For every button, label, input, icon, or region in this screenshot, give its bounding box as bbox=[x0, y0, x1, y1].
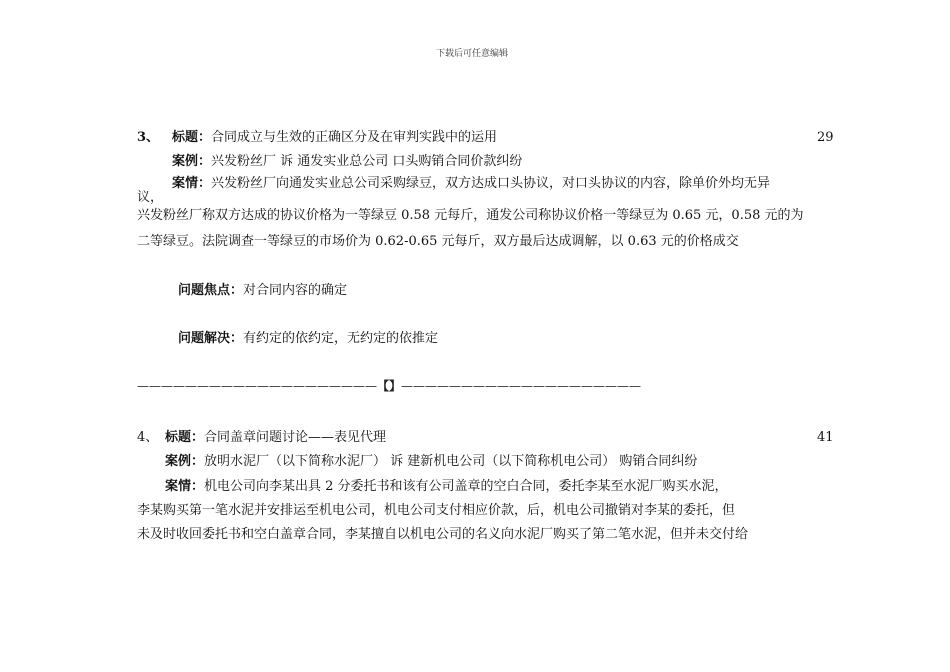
separator-left: ———————————————————— bbox=[137, 379, 377, 393]
case3-facts-line3: 二等绿豆。法院调查一等绿豆的市场价为 0.62-0.65 元每斤，双方最后达成调解，以 0.63 元的价格成交 bbox=[137, 234, 739, 249]
case4-facts-line1: 机电公司向李某出具 2 分委托书和该有公司盖章的空白合同，委托李某至水泥厂购买水泥， bbox=[204, 479, 728, 494]
case3-case-label: 案例： bbox=[172, 154, 212, 169]
case3-solution-label: 问题解决： bbox=[178, 331, 244, 346]
case4-facts-line3: 未及时收回委托书和空白盖章合同，李某擅自以机电公司的名义向水泥厂购买了第二笔水泥，但并未交付给 bbox=[137, 527, 749, 542]
case3-facts-label: 案情： bbox=[172, 176, 212, 191]
case4-title-row bbox=[165, 430, 386, 446]
case3-case-row bbox=[172, 154, 522, 170]
case4-title-label: 标题： bbox=[165, 430, 205, 445]
case3-facts-line1b: 议， bbox=[137, 190, 164, 205]
case4-facts-label: 案情： bbox=[165, 479, 205, 494]
case3-facts-line2: 兴发粉丝厂称双方达成的协议价格为一等绿豆 0.58 元每斤，通发公司称协议价格一等绿豆为 0.65 元，0.58 元的为 bbox=[137, 208, 804, 223]
case3-solution: 有约定的依约定，无约定的依推定 bbox=[243, 331, 439, 346]
case3-facts-row bbox=[172, 176, 770, 192]
separator-right: ———————————————————— bbox=[401, 379, 642, 393]
section-separator bbox=[137, 377, 641, 394]
case3-solution-row bbox=[178, 331, 438, 347]
separator-brackets: 【】 bbox=[377, 379, 402, 393]
case4-case: 放明水泥厂（以下简称水泥厂） 诉 建新机电公司（以下简称机电公司） 购销合同纠纷 bbox=[204, 454, 698, 469]
case4-facts-row bbox=[165, 479, 728, 495]
case3-focus-row bbox=[178, 283, 347, 299]
page-header: 下载后可任意编辑 bbox=[436, 49, 509, 59]
case3-focus-label: 问题焦点： bbox=[178, 283, 244, 298]
case3-title: 合同成立与生效的正确区分及在审判实践中的运用 bbox=[211, 130, 498, 145]
case4-number: 4、 bbox=[137, 430, 159, 445]
case4-title: 合同盖章问题讨论——表见代理 bbox=[204, 430, 387, 445]
case4-page-number: 41 bbox=[817, 430, 834, 445]
case3-title-label: 标题： bbox=[172, 130, 212, 145]
case4-facts-line2: 李某购买第一笔水泥并安排运至机电公司，机电公司支付相应价款，后，机电公司撤销对李某的委托，但 bbox=[137, 503, 736, 518]
case3-page-number: 29 bbox=[817, 130, 834, 145]
case3-focus: 对合同内容的确定 bbox=[243, 283, 348, 298]
case3-case: 兴发粉丝厂 诉 通发实业总公司 口头购销合同价款纠纷 bbox=[211, 154, 523, 169]
case4-case-row bbox=[165, 454, 697, 470]
case3-facts-line1: 兴发粉丝厂向通发实业总公司采购绿豆，双方达成口头协议，对口头协议的内容，除单价外均无异 bbox=[211, 176, 771, 191]
case4-case-label: 案例： bbox=[165, 454, 205, 469]
case3-title-row bbox=[172, 130, 497, 146]
case3-number: 3、 bbox=[137, 130, 160, 145]
